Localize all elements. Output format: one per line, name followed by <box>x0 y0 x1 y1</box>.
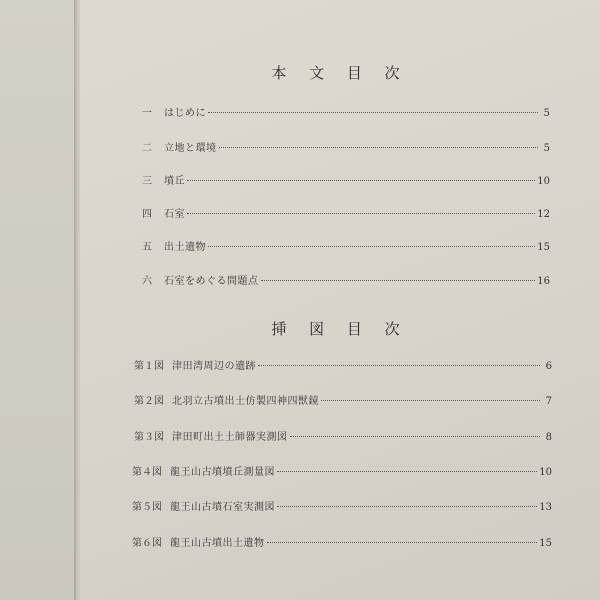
contents-entry-page: 5 <box>543 108 550 119</box>
contents-entry-number: 五 <box>142 242 152 253</box>
contents-entry <box>142 104 550 118</box>
dot-leader <box>187 213 535 214</box>
dot-leader <box>277 471 537 472</box>
contents-entry-number: 四 <box>142 209 152 220</box>
dot-leader <box>219 147 539 148</box>
figure-entry-number: 第４図 <box>132 467 162 478</box>
figure-entry-label: 津田町出土土師器実測図 <box>172 432 288 443</box>
figure-entry <box>132 463 552 477</box>
figure-entry-number: 第１図 <box>134 361 164 372</box>
dot-leader <box>321 400 540 401</box>
contents-entry-label: 石室をめぐる問題点 <box>164 276 259 287</box>
dot-leader <box>208 112 538 113</box>
figure-entry-label: 龍王山古墳石室実測図 <box>170 502 275 513</box>
contents-title: 本 文 目 次 <box>271 64 409 82</box>
figure-entry <box>134 392 552 406</box>
dot-leader <box>261 280 536 281</box>
contents-entry <box>142 205 550 219</box>
contents-entry-number: 一 <box>142 108 152 119</box>
figure-entry-label: 龍王山古墳墳丘測量図 <box>170 467 275 478</box>
figure-entry-label: 龍王山古墳出土遺物 <box>170 538 265 549</box>
figure-entry-label: 津田湾周辺の遺跡 <box>172 361 256 372</box>
figure-entry-number: 第２図 <box>134 396 164 407</box>
contents-entry-label: 石室 <box>164 209 185 220</box>
contents-entry-page: 10 <box>537 176 550 187</box>
contents-entry <box>142 272 550 286</box>
figure-entry-label: 北羽立古墳出土仿製四神四獣鏡 <box>172 396 319 407</box>
contents-entry-label: はじめに <box>164 108 206 119</box>
figures-title: 挿 図 目 次 <box>271 320 409 338</box>
figure-entry-number: 第６図 <box>132 538 162 549</box>
contents-entry <box>142 139 550 153</box>
contents-page <box>80 0 600 600</box>
left-page-edge <box>0 0 74 600</box>
figure-entry <box>132 534 552 548</box>
dot-leader <box>290 436 541 437</box>
figure-entry <box>132 498 552 512</box>
contents-entry <box>142 172 550 186</box>
contents-entry-label: 出土遺物 <box>164 242 206 253</box>
dot-leader <box>267 542 538 543</box>
contents-entry-page: 12 <box>537 209 550 220</box>
figure-entry-page: 7 <box>545 396 552 407</box>
contents-entry-page: 5 <box>543 143 550 154</box>
figure-entry-page: 15 <box>539 538 552 549</box>
contents-entry-number: 三 <box>142 176 152 187</box>
dot-leader <box>187 180 535 181</box>
contents-entry-number: 六 <box>142 276 152 287</box>
figure-entry-number: 第５図 <box>132 502 162 513</box>
contents-entry-page: 16 <box>537 276 550 287</box>
figure-entry <box>134 428 552 442</box>
figure-entry-page: 6 <box>545 361 552 372</box>
contents-entry-page: 15 <box>537 242 550 253</box>
contents-entry-label: 立地と環境 <box>164 143 217 154</box>
figure-entry <box>134 357 552 371</box>
dot-leader <box>208 246 535 247</box>
figure-entry-page: 10 <box>539 467 552 478</box>
figure-entry-page: 8 <box>545 432 552 443</box>
figure-entry-page: 13 <box>539 502 552 513</box>
figure-entry-number: 第３図 <box>134 432 164 443</box>
contents-entry <box>142 238 550 252</box>
contents-entry-label: 墳丘 <box>164 176 185 187</box>
dot-leader <box>277 506 537 507</box>
contents-entry-number: 二 <box>142 143 152 154</box>
dot-leader <box>258 365 540 366</box>
